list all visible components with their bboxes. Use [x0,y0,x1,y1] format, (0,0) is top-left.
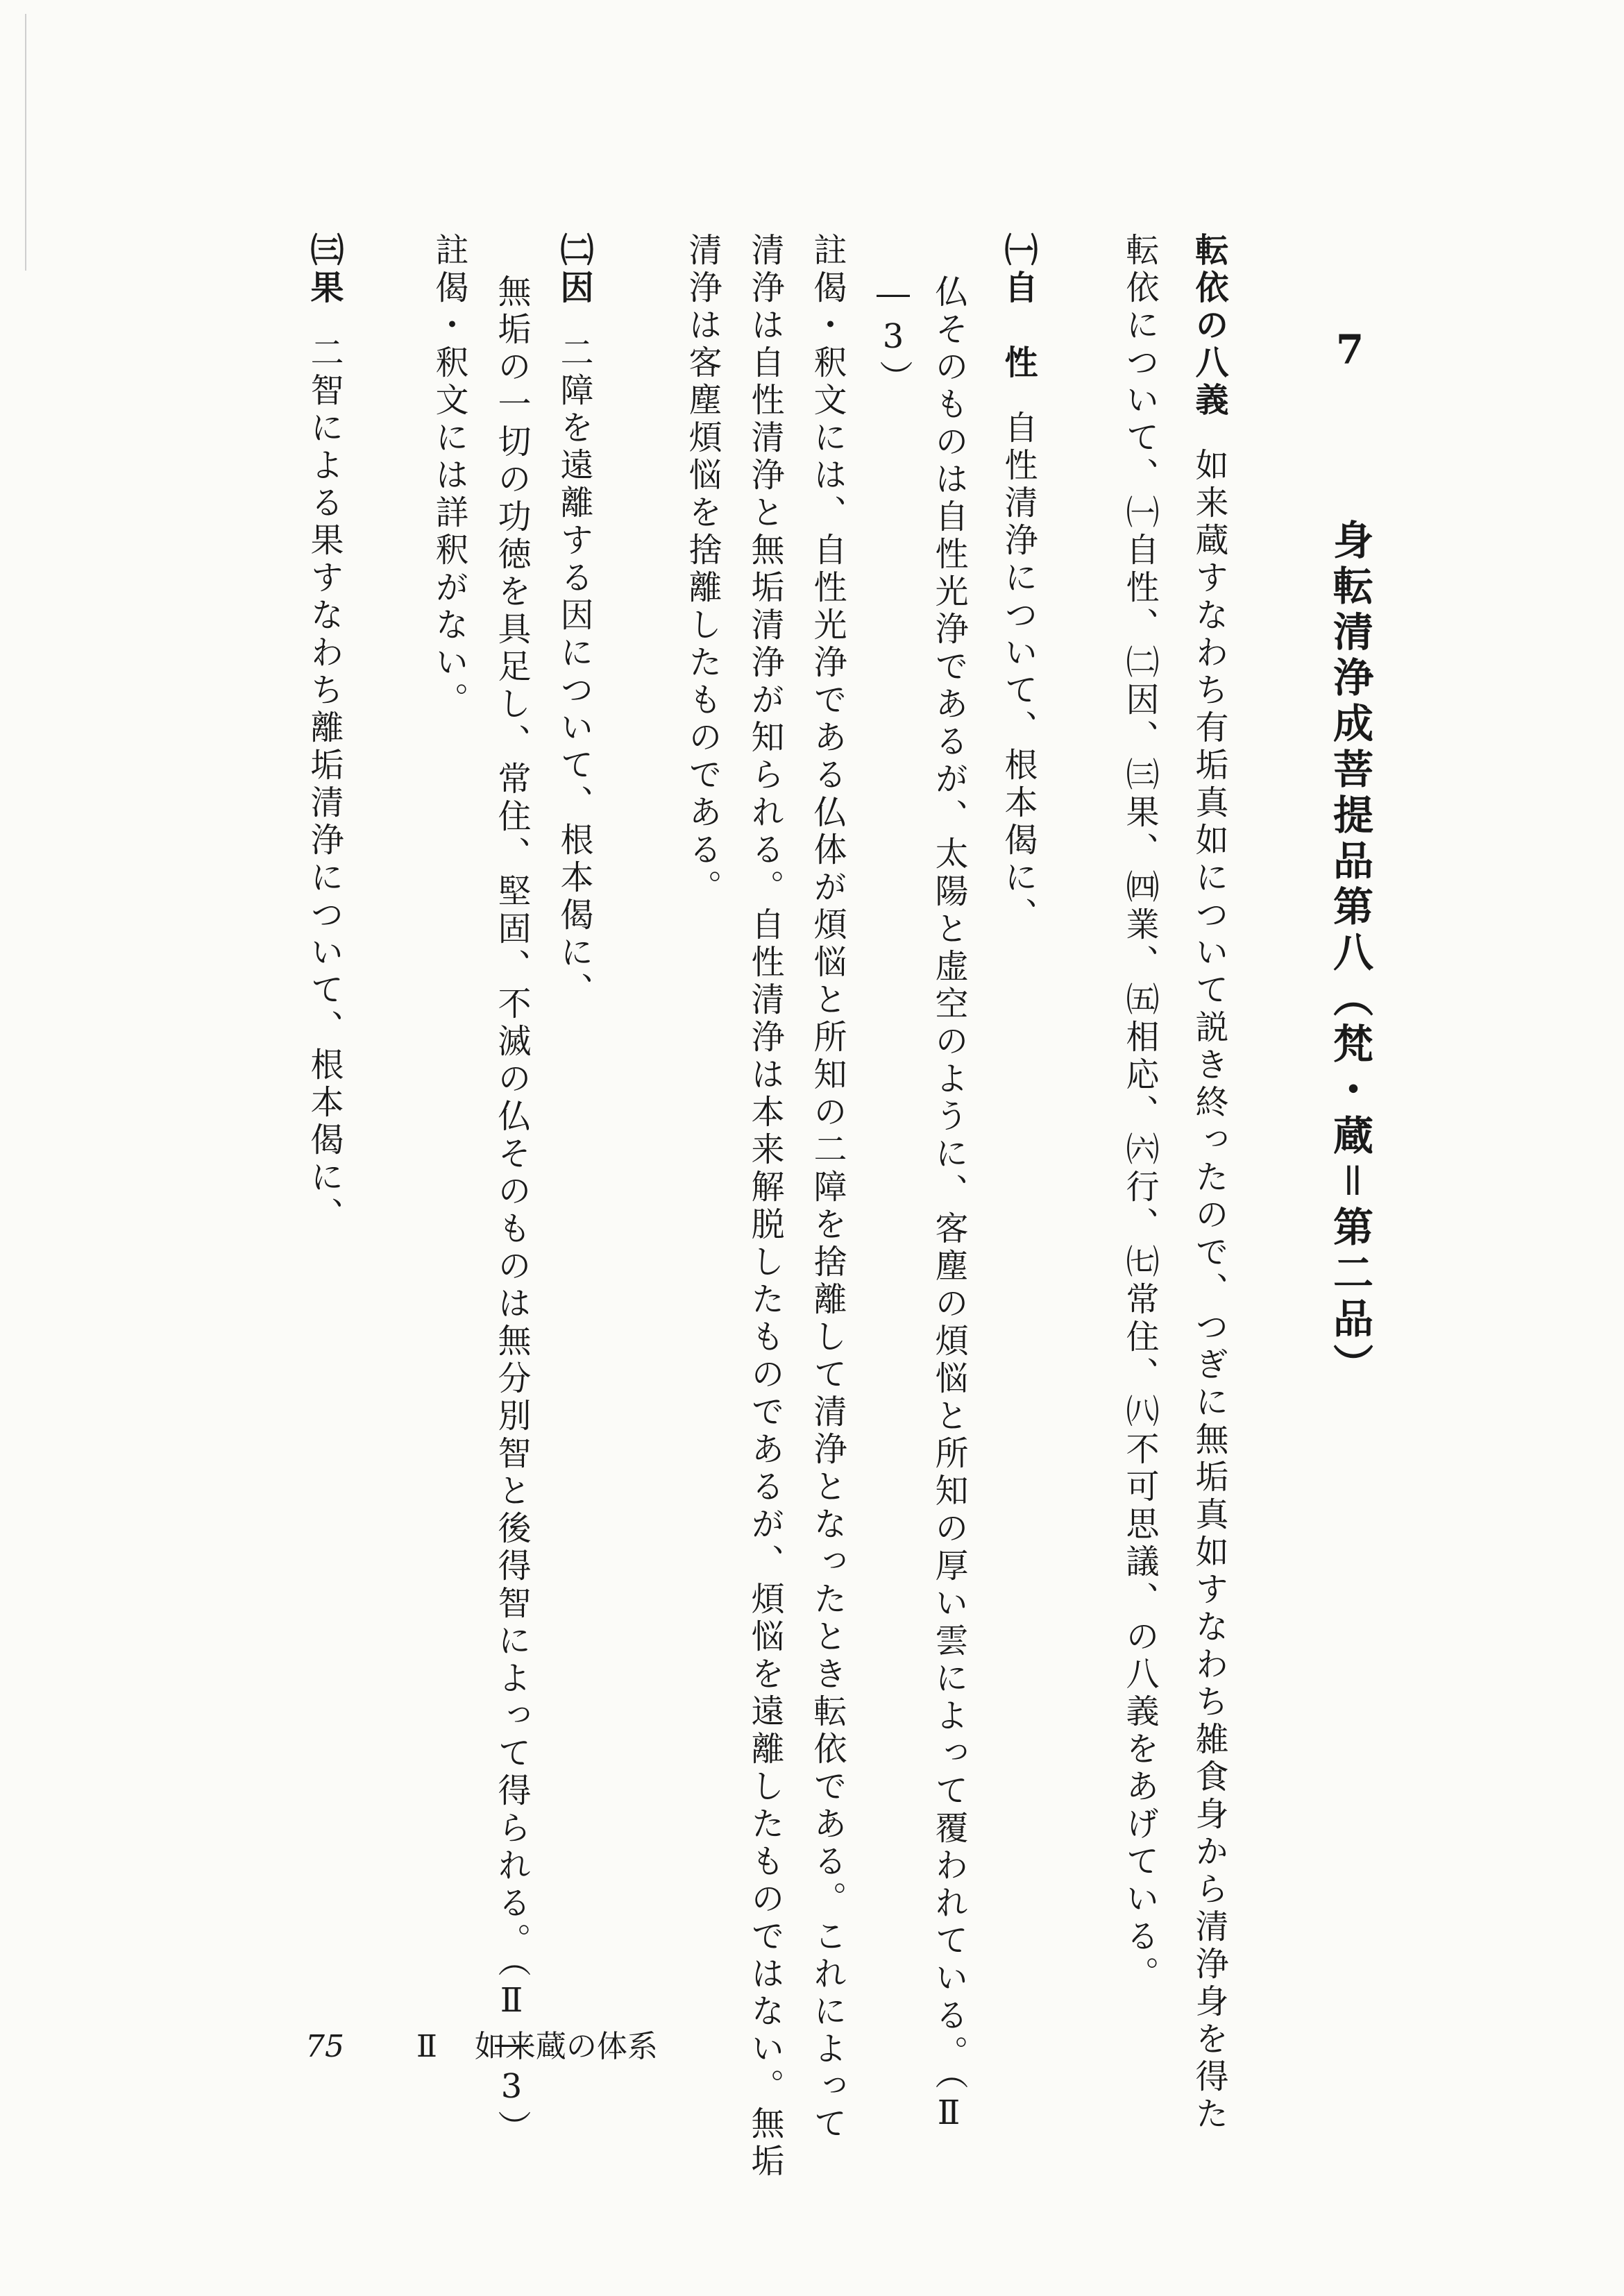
intro-line-2: 転依について、㈠自性、㈡因、㈢果、㈣業、㈤相応、㈥行、㈦常住、㈧不可思議、の八義をあげている。 [1120,232,1159,1993]
scan-edge [25,14,26,271]
item1-column-6 [680,232,725,907]
item1-line-5: 清浄は自性清浄と無垢清浄が知られる。自性清浄は本来解脱したものであるが、煩悩を遠離したものではない。無垢 [745,232,784,2181]
item1-line-6: 清浄は客塵煩悩を捨離したものである。 [683,232,722,907]
item3-heading: ㈢果 [305,232,344,307]
item2-column-1 [552,232,596,1010]
item2-column-2 [489,274,534,2148]
item2-line-2: 無垢の一切の功徳を具足し、常住、堅固、不滅の仏そのものは無分別智と後得智によって得られる。（Ⅱ―3） [492,274,531,2148]
item1-column-3 [871,274,915,398]
item1-line-1: 自性清浄について、根本偈に、 [999,410,1038,935]
item1-line-3: ―3） [874,274,913,398]
item1-column-1 [996,232,1040,935]
item1-column-4 [805,232,849,2143]
item1-column-2 [927,274,971,2136]
item2-line-3: 註偈・釈文には詳釈がない。 [430,232,468,720]
item1-line-4: 註偈・釈文には、自性光浄である仏体が煩悩と所知の二障を捨離して清浄となったとき転依である。これによって [808,232,847,2143]
intro-column-2 [1117,232,1162,1993]
section-number: 7 [1326,326,1373,379]
item1-line-2: 仏そのものは自性光浄であるが、太陽と虚空のように、客塵の煩悩と所知の厚い雲によって覆われている。（Ⅱ [929,274,968,2136]
intro-heading: 転依の八義 [1190,232,1228,420]
intro-line-1: 如来蔵すなわち有垢真如について説き終ったので、つぎに無垢真如すなわち雑食身から清浄身を得た [1190,448,1228,2134]
section-title [1326,326,1374,1389]
page-footer [305,2026,658,2068]
page-number: 75 [305,2029,344,2064]
item2-heading: ㈡因 [555,232,593,307]
item2-column-3 [427,232,471,720]
item1-column-5 [743,232,787,2181]
item3-column-1 [302,232,346,1234]
item2-line-1: 二障を遠離する因について、根本偈に、 [555,335,593,1010]
chapter-title: 如来蔵の体系 [474,2029,658,2064]
item3-line-1: 二智による果すなわち離垢清浄について、根本偈に、 [305,335,344,1234]
item1-heading: ㈠自 性 [999,232,1038,382]
part-label: Ⅱ [416,2029,437,2064]
section-title-text: 身転清浄成菩提品第八（梵・蔵＝第二品） [1326,519,1373,1389]
intro-column-1 [1187,232,1231,2134]
